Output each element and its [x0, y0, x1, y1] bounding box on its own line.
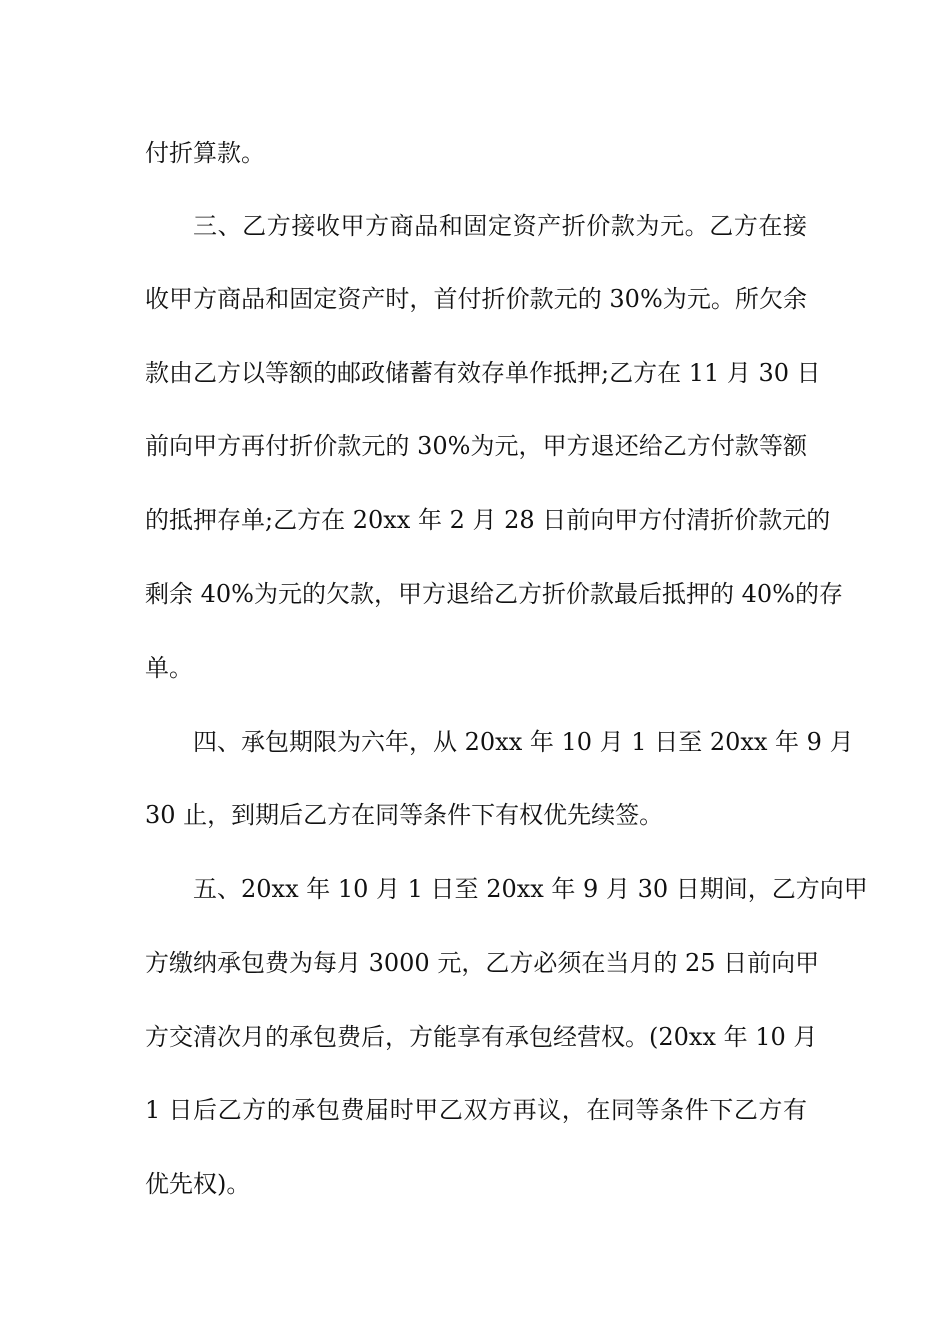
- text-line: 付折算款。: [145, 139, 265, 167]
- paragraph-4-first-line: 四、承包期限为六年，从 20xx 年 10 月 1 日至 20xx 年 9 月: [193, 728, 854, 756]
- text-line: 的抵押存单;乙方在 20xx 年 2 月 28 日前向甲方付清折价款元的: [145, 506, 831, 534]
- text-line: 1 日后乙方的承包费届时甲乙双方再议，在同等条件下乙方有: [145, 1096, 807, 1124]
- text-line: 前向甲方再付折价款元的 30%为元，甲方退还给乙方付款等额: [145, 432, 807, 460]
- text-line: 方交清次月的承包费后，方能享有承包经营权。(20xx 年 10 月: [145, 1023, 818, 1051]
- paragraph-3-first-line: 三、乙方接收甲方商品和固定资产折价款为元。乙方在接: [193, 212, 807, 240]
- text-line: 优先权)。: [145, 1170, 251, 1198]
- text-line: 款由乙方以等额的邮政储蓄有效存单作抵押;乙方在 11 月 30 日: [145, 359, 821, 387]
- text-line: 单。: [145, 654, 193, 682]
- text-line: 方缴纳承包费为每月 3000 元，乙方必须在当月的 25 日前向甲: [145, 949, 820, 977]
- paragraph-5-first-line: 五、20xx 年 10 月 1 日至 20xx 年 9 月 30 日期间，乙方向甲: [193, 875, 868, 903]
- text-line: 剩余 40%为元的欠款，甲方退给乙方折价款最后抵押的 40%的存: [145, 580, 843, 608]
- text-line: 收甲方商品和固定资产时，首付折价款元的 30%为元。所欠余: [145, 285, 807, 313]
- text-line: 30 止，到期后乙方在同等条件下有权优先续签。: [145, 801, 664, 829]
